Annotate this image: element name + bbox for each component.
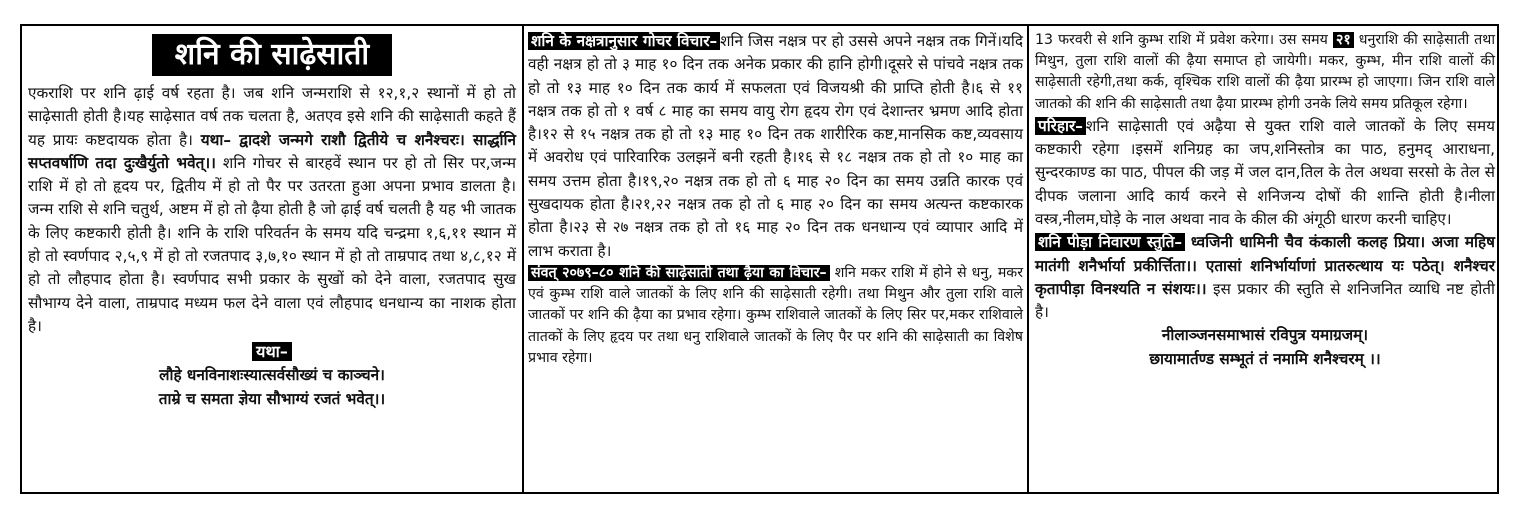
transit-text-start: 13 फरवरी से शनि कुम्भ राशि में प्रवेश करेगा। उस समय [1035,32,1328,48]
yatha-label [28,340,516,362]
shloka-2-line-1: लौहे धनविनाशःस्यात्सर्वसौख्यं च काञ्चने। [159,366,385,385]
nakshatra-text: शनि जिस नक्षत्र पर हो उससे अपने नक्षत्र तक गिनें।यदि वही नक्षत्र हो तो ३ माह १० दिन तक अनेक प्रकार की हानि होगी।दूसरे से पांचवे नक्षत्र तक हो तो १३ माह १० दिन तक कार्य में सफलता एवं विजयश्री की प्राप्ति होती है।६ से ११ नक्षत्र तक हो तो १ वर्ष ८ माह का समय वायु रोग हृदय रोग एवं देशान्तर भ्रमण आदि होता है।१२ से १५ नक्षत्र तक हो तो १३ माह १० दिन तक शारीरिक कष्ट,मानसिक कष्ट,व्यवसाय में अवरोध एवं पारिवारिक उलझनें बनी रहती है।१६ से १८ नक्षत्र तक हो तो १० माह का समय उत्तम होता है।१९,२० नक्षत्र तक हो तो ६ माह २० दिन का समय उन्नति कारक एवं सुखदायक होता है।२१,२२ नक्षत्र तक हो तो ६ माह २० दिन का समय अत्यन्त कष्टकारक होता है।२३ से २७ नक्षत्र तक हो तो १६ माह २० दिन तक धनधान्य एवं व्यापार आदि में लाभ कराता है। [528,32,1023,260]
intro-text: एकराशि पर शनि ढ़ाई वर्ष रहता है। जब शनि जन्मराशि से १२,१,२ स्थानों में हो तो साढ़ेसाती होती है।यह साढ़ेसात वर्ष तक चलता है, अतएव इसे शनि की साढ़ेसाती कहते हैं यह प्रायः कष्टदायक होता है। [28,84,516,149]
parihar-heading: परिहार– [1035,117,1086,135]
stuti-heading: शनि पीड़ा निवारण स्तुति– [1035,233,1185,251]
article-frame [20,24,1499,494]
parihar-text: शनि साढ़ेसाती एवं अढ़ैया से युक्त राशि वाले जातकों के लिए समय कष्टकारी रहेगा ।इसमें शनिग्रह का जप,शनिस्तोत्र का पाठ, हनुमद् आराधना, सुन्दरकाण्ड का पाठ, पीपल की जड़ में जल दान,तिल के तेल अथवा सरसो के तेल से दीपक जलाना आदि कार्य करने से शनिजन्य दोषों की शान्ति होती है।नीला वस्त्र,नीलम,घोड़े के नाल अथवा नाव के कील की अंगूठी धारण करनी चाहिए। [1035,116,1495,228]
transit-badge: २१ [1333,32,1354,48]
gochar-text: शनि गोचर से बारहवें स्थान पर हो तो सिर पर,जन्म राशि में हो तो हृदय पर, द्वितीय में हो तो पैर पर उतरता हुआ अपना प्रभाव डालता है। जन्म राशि से शनि चतुर्थ, अष्टम में हो तो ढ़ैया होती है जो ढ़ाई वर्ष चलती है यह भी जातक के लिए कष्टकारी होती है। शनि के राशि परिवर्तन के समय यदि चन्द्रमा १,६,११ स्थान में हो तो स्वर्णपाद २,५,९ में हो तो रजतपाद ३,७,१० स्थान में हो तो ताम्रपाद तथा ४,८,१२ में हो तो लौहपाद होता है। स्वर्णपाद सभी प्रकार के सुखों को देने वाला, रजतपाद सुख सौभाग्य देने वाला, ताम्रपाद मध्यम फल देने वाला एवं लौहपाद धनधान्य का नाशक होता है। [28,153,516,335]
column-3 [1027,26,1499,492]
transit-text-end: धनुराशि की साढ़ेसाती तथा मिथुन, तुला राशि वालों की ढ़ैया समाप्त हो जायेगी। मकर, कुम्भ, मीन राशि वालों की साढ़ेसाती रहेगी,तथा कर्क, वृश्चिक राशि वालों की ढ़ैया प्रारम्भ हो जाएगा। जिन राशि वाले जातको की शनि की साढ़ेसाती तथा ढ़ैया प्रारम्भ होगी उनके लिये समय प्रतिकूल रहेगा। [1035,32,1496,112]
shloka-2-line-2: ताम्रे च समता ज्ञेया सौभाग्यं रजतं भवेत्।। [158,389,386,408]
stuti-section [1035,231,1495,324]
shloka-1: यथा– द्वादशे जन्मगे राशौ द्वितीये च शनैश्चरः। सार्द्धानि सप्तवर्षाणि तदा दुःखैर्युतो भवेत्।। [28,130,516,172]
intro-paragraph [28,82,516,338]
parihar-section [1035,115,1495,231]
nakshatra-section [528,30,1023,263]
mantra-line-2: छायामार्तण्ड सम्भूतं तं नमामि शनैश्चरम् ।। [1149,349,1381,368]
column-2 [522,26,1027,492]
nakshatra-heading: शनि के नक्षत्रानुसार गोचर विचार– [528,32,720,50]
yatha-text: यथा– [252,342,292,361]
samvat-section [528,263,1023,369]
mantra-line-1: नीलाञ्जनसमाभासं रविपुत्र यमाग्रजम्। [1161,326,1369,345]
samvat-heading: संवत् २०७९–८० शनि की साढ़ेसाती तथा ढ़ैया का विचार– [528,265,830,281]
samvat-text: शनि मकर राशि में होने से धनु, मकर एवं कुम्भ राशि वाले जातकों के लिए शनि की साढ़ेसाती रहेगी। तथा मिथुन और तुला राशि वाले जातकों पर शनि की ढ़ैया का प्रभाव रहेगा। कुम्भ राशिवाले जातकों के लिए सिर पर,मकर राशिवाले तातकों के लिए हृदय पर तथा धनु राशिवाले जातकों के लिए पैर पर शनि की साढ़ेसाती का विशेष प्रभाव रहेगा। [528,264,1024,366]
transit-paragraph [1035,30,1495,115]
column-1 [22,26,522,492]
stuti-result: इस प्रकार की स्तुति से शनिजनित व्याधि नष्ट होती है। [1035,279,1495,322]
stuti-text: ध्वजिनी धामिनी चैव कंकाली कलह प्रिया। अजा महिष मातंगी शनैर्भार्या प्रकीर्त्तिता।। एतासां शनिर्भार्याणां प्रातरुत्थाय यः पठेत्। शनैश्चर कृतापीड़ा विनश्यति न संशयः।। [1035,233,1495,298]
page-title: शनि की साढ़ेसाती [152,34,392,76]
